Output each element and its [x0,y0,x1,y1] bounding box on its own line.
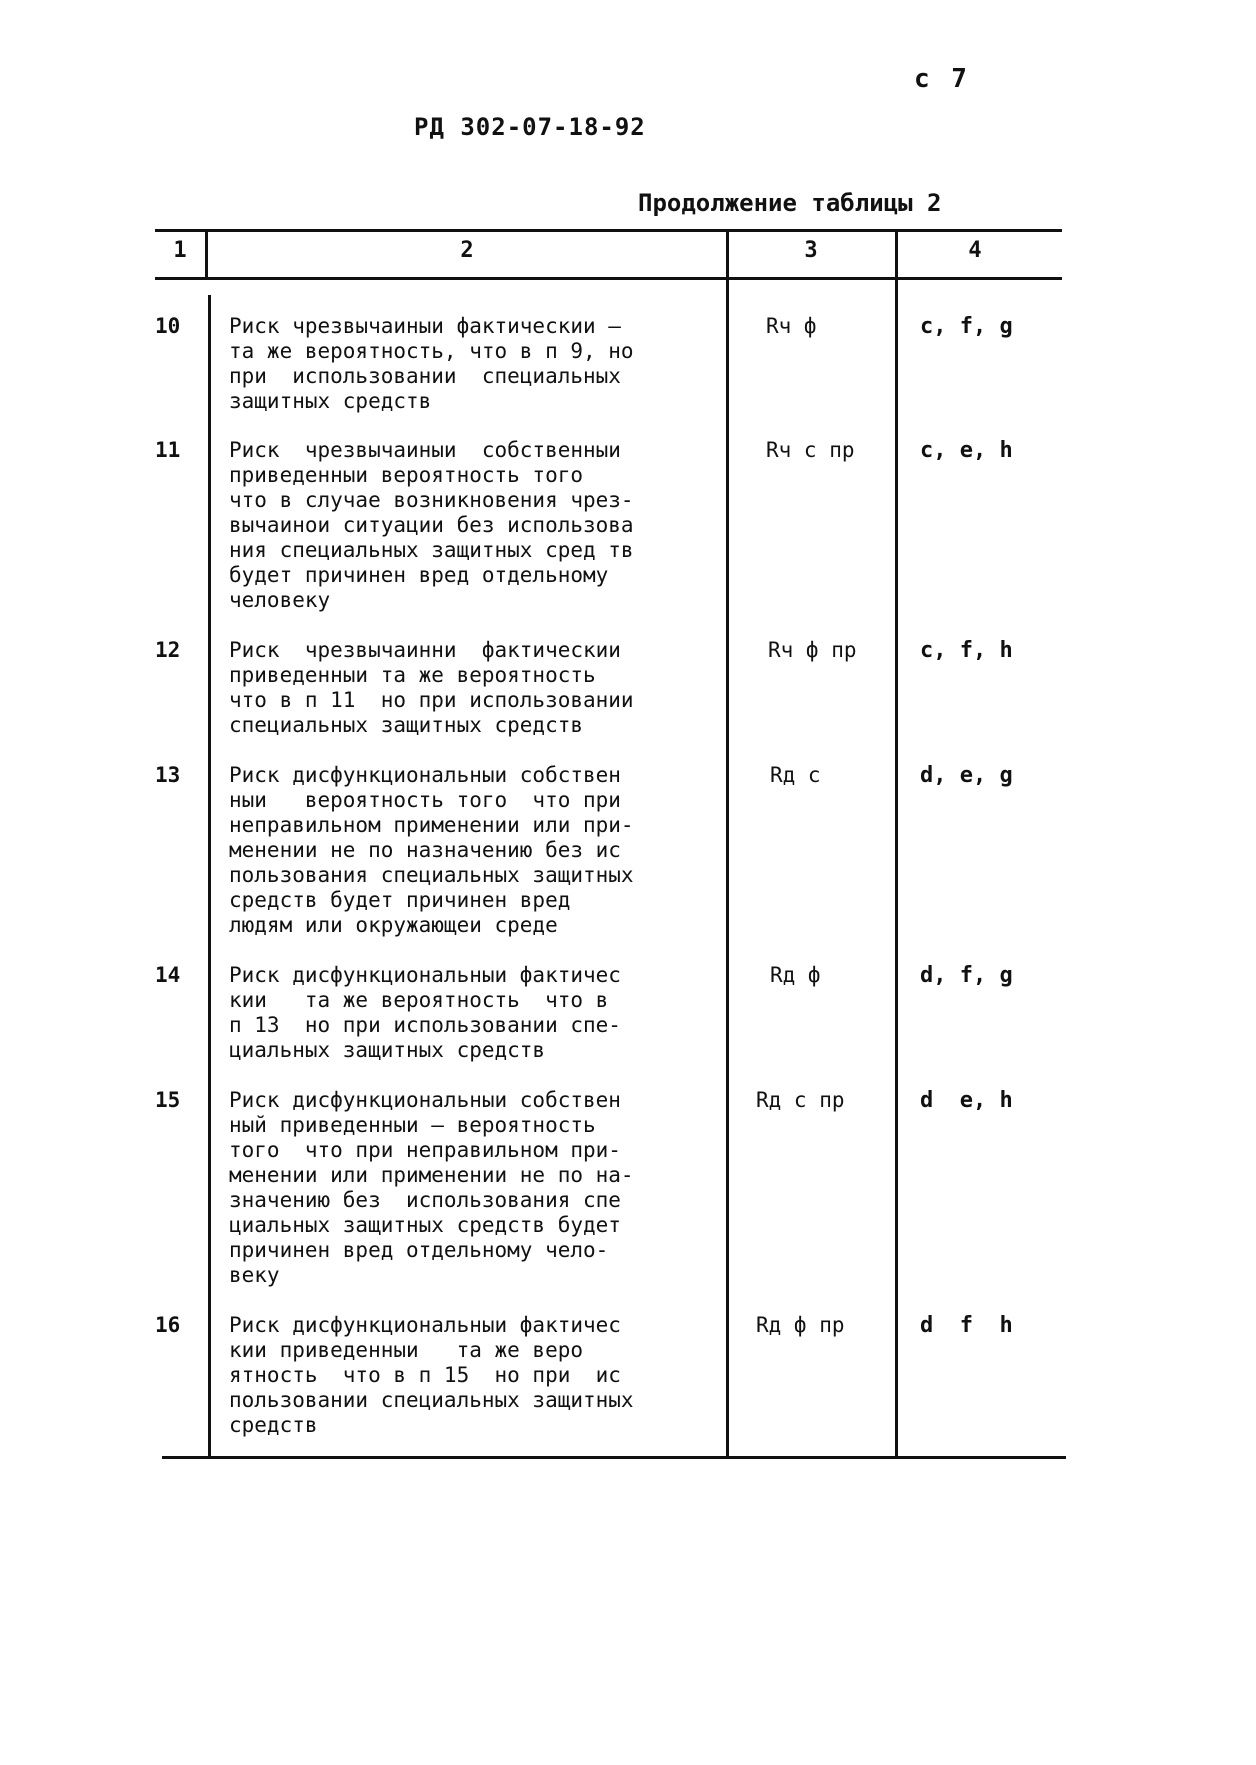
row-letters: c, e, h [920,438,1013,463]
column-divider-2 [726,231,729,1457]
row-description: Риск чрезвычаиныи собственныи приведенныи вероятность того что в случае возникновения чрез- вычаинои ситуации без использова ния специальных защитных сред тв будет причинен вред отдельному человеку [229,438,634,612]
row-symbol: Rд ф пр [756,1313,845,1337]
row-number: 15 [155,1088,181,1112]
page-number: с 7 [914,64,970,94]
row-symbol: Rд с [770,763,821,787]
row-number: 12 [155,638,181,662]
table-bottom-rule [162,1456,1066,1459]
row-symbol: Rд ф [770,963,821,987]
row-symbol: Rч ф пр [768,638,857,662]
column-header-1: 1 [173,238,187,263]
column-header-2: 2 [460,238,474,263]
table-top-rule [155,229,1062,232]
column-divider-1 [205,231,208,279]
row-description: Риск чрезвычаиныи фактическии – та же вероятность, что в п 9, но при использовании специальных защитных средств [229,314,634,413]
column-header-3: 3 [804,238,818,263]
table-caption: Продолжение таблицы 2 [638,189,942,217]
row-symbol: Rч с пр [766,438,855,462]
row-description: Риск дисфункциональныи собствен ный приведенныи – вероятность того что при неправильном при- менении или применении не по на- значению без использования спе циальных защитных средств будет причинен вред отдельному чело- веку [229,1088,634,1287]
row-symbol: Rч ф [766,314,817,338]
document-code: РД 302-07-18-92 [414,113,646,141]
row-number: 13 [155,763,181,787]
column-divider-3 [895,231,898,1457]
row-letters: d, f, g [920,963,1013,988]
row-letters: d f h [920,1313,1013,1338]
row-letters: c, f, h [920,638,1013,663]
column-header-4: 4 [968,238,982,263]
row-number: 14 [155,963,181,987]
row-description: Риск дисфункциональныи фактичес кии та же вероятность что в п 13 но при использовании спе- циальных защитных средств [229,963,621,1062]
table-header-rule [155,277,1062,280]
row-description: Риск чрезвычаинни фактическии приведенныи та же вероятность что в п 11 но при использовании специальных защитных средств [229,638,634,737]
row-letters: d, e, g [920,763,1013,788]
row-description: Риск дисфункциональныи собствен ныи вероятность того что при неправильном применении или при- менении не по назначению без ис пользования специальных защитных средств будет причинен вред людям или окружающеи среде [229,763,634,937]
column-divider-1-body [208,295,211,1457]
row-number: 16 [155,1313,181,1337]
row-symbol: Rд с пр [756,1088,845,1112]
row-number: 10 [155,314,181,338]
row-letters: d e, h [920,1088,1013,1113]
row-number: 11 [155,438,181,462]
row-description: Риск дисфункциональныи фактичес кии приведенныи та же веро ятность что в п 15 но при ис пользовании специальных защитных средств [229,1313,634,1437]
row-letters: c, f, g [920,314,1013,339]
